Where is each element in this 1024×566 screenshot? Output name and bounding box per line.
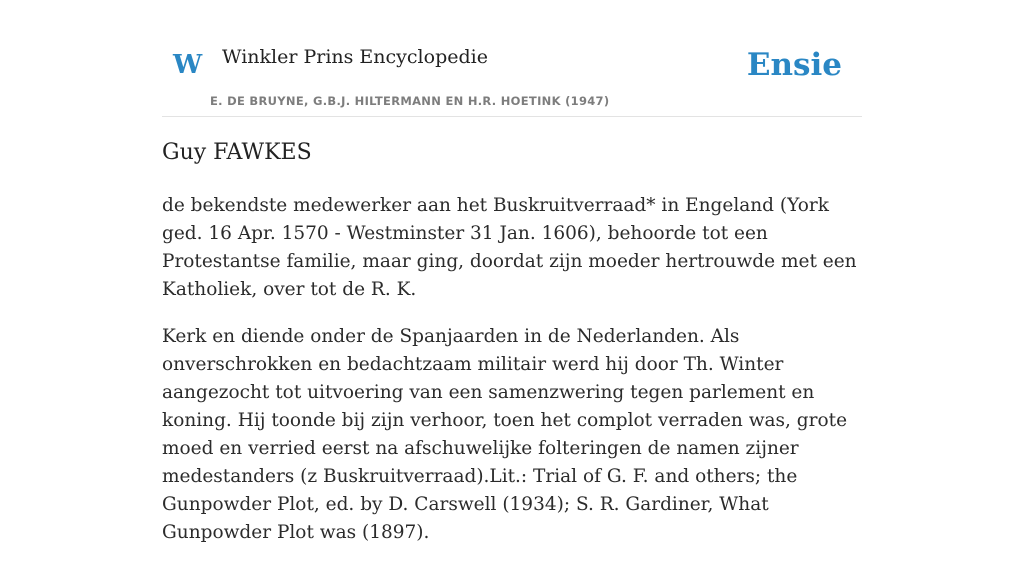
winkler-prins-logo[interactable]: W [173, 50, 203, 80]
article-paragraph: de bekendste medewerker aan het Buskruitverraad* in Engeland (York ged. 16 Apr. 1570 - Westminster 31 Jan. 1606), behoorde tot een Protestantse familie, maar ging, doordat zijn moeder hertrouwde met een Katholiek, over tot de R. K. [162, 195, 857, 300]
ensie-logo[interactable]: Ensie [746, 47, 842, 83]
page [162, 0, 862, 543]
header [162, 0, 862, 117]
article-title: Guy FAWKES [162, 140, 312, 165]
article-paragraph: Kerk en diende onder de Spanjaarden in de Nederlanden. Als onverschrokken en bedachtzaam militair werd hij door Th. Winter aangezocht tot uitvoering van een samenzwering tegen parlement en koning. Hij toonde bij zijn verhoor, toen het complot verraden was, grote moed en verried eerst na afschuwelijke folteringen de namen zijner medestanders (z Buskruitverraad).Lit.: Trial of G. F. and others; the Gunpowder Plot, ed. by D. Carswell (1934); S. R. Gardiner, What Gunpowder Plot was (1897). [162, 326, 848, 543]
article-body [162, 192, 862, 566]
encyclopedia-title[interactable]: Winkler Prins Encyclopedie [222, 46, 488, 68]
authors-line: E. DE BRUYNE, G.B.J. HILTERMANN EN H.R. HOETINK (1947) [210, 94, 610, 108]
